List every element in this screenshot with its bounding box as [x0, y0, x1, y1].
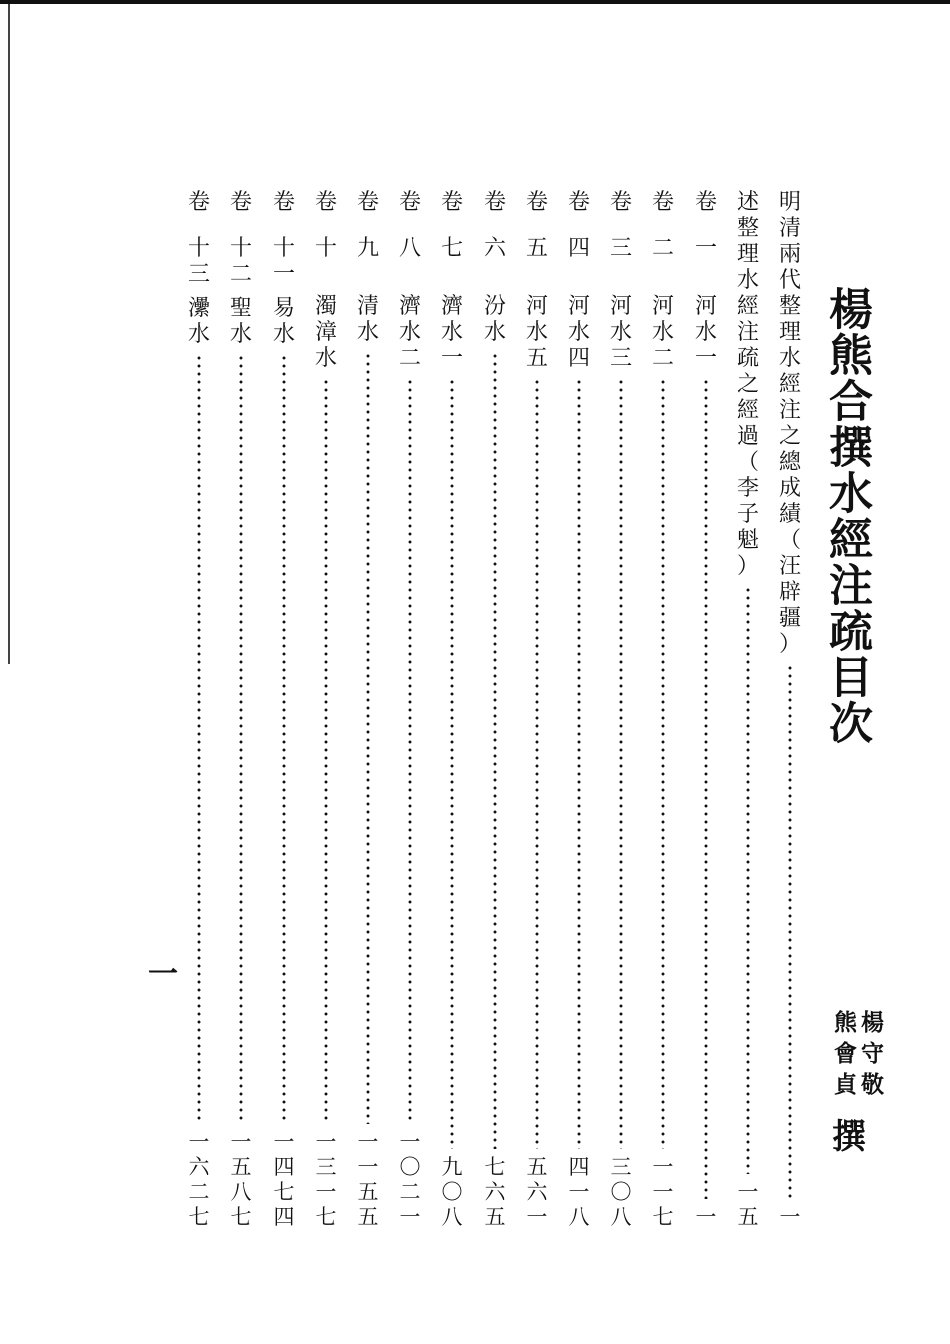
river-name: 濟 水 一: [440, 294, 463, 371]
toc-page-number: 三 〇 八: [610, 1155, 632, 1229]
toc-page-number: 四 一 八: [568, 1155, 590, 1229]
toc-entry: [353, 190, 383, 1230]
river-name: 河 水 一: [694, 294, 717, 371]
river-name: 河 水 五: [525, 294, 548, 371]
toc-chapter-label: [652, 190, 674, 372]
juan-marker: 卷: [609, 190, 632, 215]
dot-leader: [746, 586, 750, 1174]
toc-entry: [522, 190, 552, 1230]
dot-leader: [535, 378, 539, 1149]
toc-chapter-label: [188, 190, 210, 348]
toc-page-number: 一 一 五 五: [357, 1130, 379, 1229]
dot-leader: [493, 352, 497, 1149]
toc-page-number: 一 一 七: [652, 1155, 674, 1229]
dot-leader: [197, 354, 201, 1124]
toc-entry: [564, 190, 594, 1230]
river-name: 聖 水: [229, 296, 252, 347]
chapter-number: 七: [440, 236, 463, 261]
toc-chapter-label: [230, 190, 252, 348]
toc-entry: [480, 190, 510, 1230]
juan-marker: 卷: [483, 190, 506, 215]
dot-leader: [239, 354, 243, 1124]
toc-chapter-label: [441, 190, 463, 372]
river-name: 河 水 四: [567, 294, 590, 371]
toc-entry: [184, 190, 214, 1230]
toc-page-number: 五 六 一: [526, 1155, 548, 1229]
dot-leader: [366, 352, 370, 1124]
toc-entry: [226, 190, 256, 1230]
juan-marker: 卷: [187, 190, 210, 215]
dot-leader: [704, 378, 708, 1199]
scan-border-top: [0, 0, 950, 4]
compiled-by-mark: 撰: [832, 1117, 866, 1157]
dot-leader: [577, 378, 581, 1149]
scan-border-left: [8, 4, 10, 664]
dot-leader: [619, 378, 623, 1149]
author-yang-shoujing: 楊守敬: [857, 1010, 884, 1103]
juan-marker: 卷: [694, 190, 717, 215]
river-name: 易 水: [272, 296, 295, 347]
toc-entry: [395, 190, 425, 1230]
toc-chapter-label: [315, 190, 337, 372]
river-name: 汾 水: [483, 294, 506, 345]
chapter-number: 十 三: [187, 236, 210, 287]
author-xiong-huizhen: 熊會貞: [830, 1010, 857, 1103]
chapter-number: 八: [398, 236, 421, 261]
toc-chapter-label: [695, 190, 717, 372]
toc-chapter-label: [357, 190, 379, 346]
juan-marker: 卷: [525, 190, 548, 215]
chapter-number: 十: [314, 236, 337, 261]
juan-marker: 卷: [272, 190, 295, 215]
toc-page-number: 七 六 五: [484, 1155, 506, 1229]
book-title: 楊熊合撰水經注疏目次: [821, 286, 872, 746]
toc-page-number: 一 五 八 七: [230, 1130, 252, 1229]
toc-chapter-label: [526, 190, 548, 372]
toc-chapter-label: [399, 190, 421, 372]
toc-chapter-label: [273, 190, 295, 348]
river-name: 㶟 水: [187, 296, 210, 347]
dot-leader: [788, 664, 792, 1199]
river-name: 河 水 二: [651, 294, 674, 371]
toc-page-number: 一 〇 二 一: [399, 1130, 421, 1229]
preface-title: 述 整 理 水 經 注 疏 之 經 過 （ 李 子 魁 ）: [736, 190, 759, 579]
toc-preface-label: [737, 190, 759, 580]
toc-entry: [733, 190, 763, 1230]
toc-chapter-label: [484, 190, 506, 346]
toc-page-number: 一 五: [737, 1180, 759, 1229]
toc-entry: [648, 190, 678, 1230]
juan-marker: 卷: [229, 190, 252, 215]
toc-chapter-label: [568, 190, 590, 372]
juan-marker: 卷: [651, 190, 674, 215]
toc-page-number: 一: [779, 1205, 801, 1229]
dot-leader: [450, 378, 454, 1149]
chapter-number: 十 一: [272, 236, 295, 287]
page-number: 一: [148, 957, 178, 992]
toc-page-number: 一: [695, 1205, 717, 1229]
toc-entry: [437, 190, 467, 1230]
juan-marker: 卷: [314, 190, 337, 215]
preface-title: 明 清 兩 代 整 理 水 經 注 之 總 成 績 （ 汪 辟 疆 ）: [778, 190, 801, 657]
juan-marker: 卷: [356, 190, 379, 215]
dot-leader: [408, 378, 412, 1124]
toc-entry: [606, 190, 636, 1230]
toc-page-number: 一 六 二 七: [188, 1130, 210, 1229]
chapter-number: 四: [567, 236, 590, 261]
toc-preface-label: [779, 190, 801, 658]
river-name: 濟 水 二: [398, 294, 421, 371]
juan-marker: 卷: [567, 190, 590, 215]
river-name: 濁 漳 水: [314, 294, 337, 371]
dot-leader: [324, 378, 328, 1124]
toc-page-number: 一 四 七 四: [273, 1130, 295, 1229]
chapter-number: 三: [609, 236, 632, 261]
dot-leader: [661, 378, 665, 1149]
juan-marker: 卷: [440, 190, 463, 215]
toc-page-number: 九 〇 八: [441, 1155, 463, 1229]
toc-entry: [691, 190, 721, 1230]
toc-entry: [269, 190, 299, 1230]
toc-entry: [775, 190, 805, 1230]
chapter-number: 九: [356, 236, 379, 261]
chapter-number: 十 二: [229, 236, 252, 287]
toc-page-number: 一 三 一 七: [315, 1130, 337, 1229]
juan-marker: 卷: [398, 190, 421, 215]
river-name: 河 水 三: [609, 294, 632, 371]
toc-chapter-label: [610, 190, 632, 372]
chapter-number: 六: [483, 236, 506, 261]
dot-leader: [282, 354, 286, 1124]
toc-entry: [311, 190, 341, 1230]
chapter-number: 二: [651, 236, 674, 261]
chapter-number: 五: [525, 236, 548, 261]
river-name: 清 水: [356, 294, 379, 345]
chapter-number: 一: [694, 236, 717, 261]
